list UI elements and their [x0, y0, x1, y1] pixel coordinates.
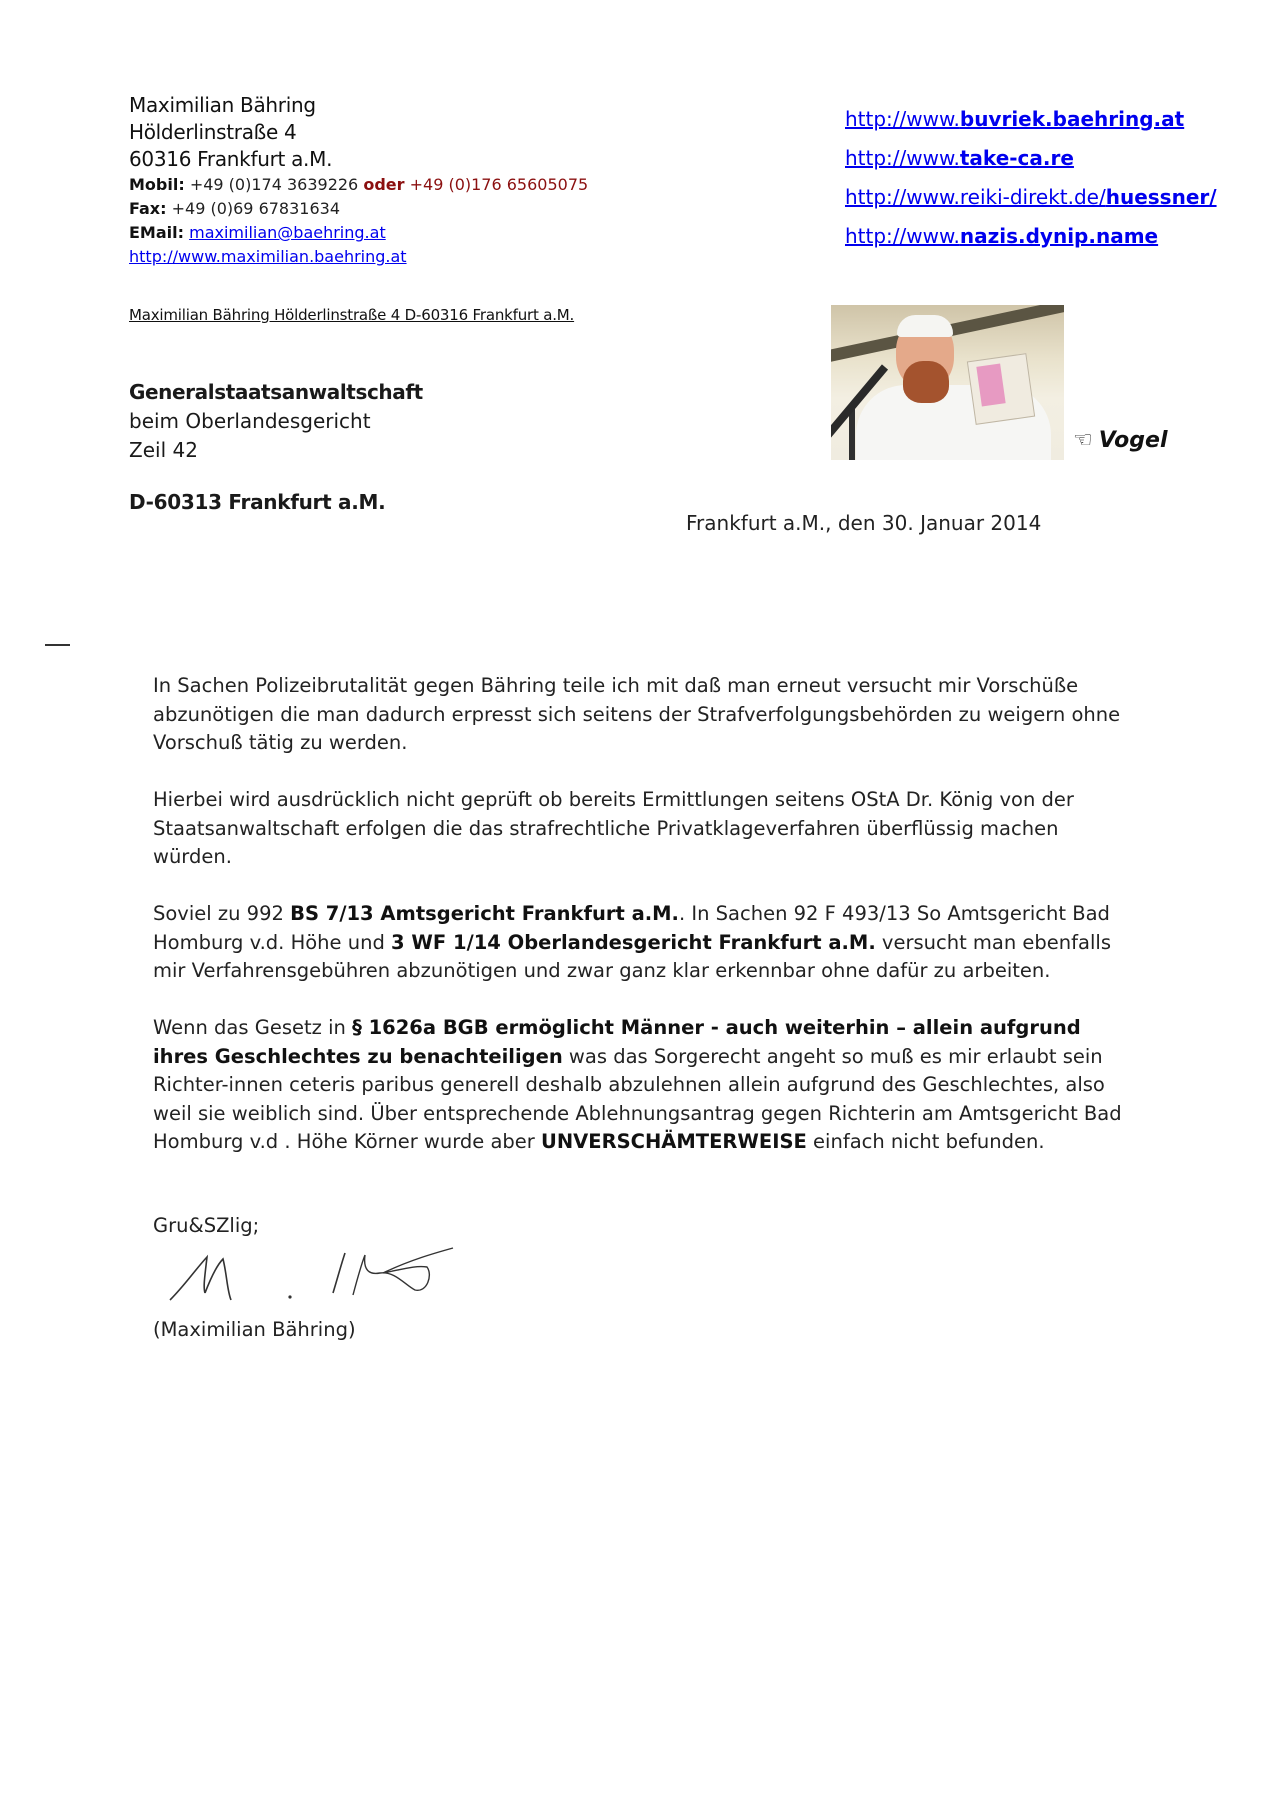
email-label: EMail: — [129, 223, 185, 242]
link-buvriek[interactable] — [845, 100, 1217, 139]
sender-city: 60316 Frankfurt a.M. — [129, 147, 333, 171]
mobile-label: Mobil: — [129, 175, 185, 194]
case-reference-bold: 3 WF 1/14 Oberlandesgericht Frankfurt a.M. — [391, 930, 876, 954]
photo-caption — [1073, 428, 1167, 453]
link-list — [845, 100, 1217, 256]
signature-name: (Maximilian Bähring) — [153, 1318, 356, 1341]
sender-email — [129, 221, 588, 245]
letter-body — [153, 672, 1133, 1185]
sender-block — [129, 92, 588, 269]
link-prefix: http://www. — [845, 146, 960, 170]
link-prefix: http://www. — [845, 107, 960, 131]
text-run: Wenn das Gesetz in — [153, 1016, 353, 1039]
emphasis-bold: UNVERSCHÄMTERWEISE — [541, 1130, 807, 1153]
mobile-number-1: +49 (0)174 3639226 — [189, 175, 359, 194]
letter-date: Frankfurt a.M., den 30. Januar 2014 — [686, 511, 1042, 535]
greeting: Gru&SZlig; — [153, 1214, 260, 1237]
link-nazis-dynip[interactable] — [845, 217, 1217, 256]
speaker-photo — [831, 305, 1064, 460]
link-prefix: http://www. — [845, 224, 960, 248]
photo-beard — [903, 361, 949, 403]
text-run: versucht man ebenfalls mir Verfahrensgebühren abzunötigen und zwar ganz klar erkennbar ohne dafür zu arbeiten. — [153, 930, 1111, 982]
paragraph-4 — [153, 1014, 1133, 1157]
text-run: einfach nicht befunden. — [806, 1130, 1045, 1153]
mobile-number-2: +49 (0)176 65605075 — [409, 175, 589, 194]
recipient-line-2: beim Oberlandesgericht — [129, 409, 371, 433]
law-reference-bold: § 1626a BGB ermöglicht Männer - auch weiterhin – allein aufgrund ihres Geschlechtes zu benachteiligen — [153, 1016, 1081, 1068]
paragraph-3 — [153, 900, 1133, 986]
text-run: Soviel zu 992 — [153, 902, 291, 925]
website-link[interactable]: http://www.maximilian.baehring.at — [129, 247, 407, 266]
sender-name: Maximilian Bähring — [129, 93, 316, 117]
signature-icon — [165, 1245, 455, 1310]
caption-text: Vogel — [1098, 428, 1168, 453]
link-bold: buvriek.baehring.at — [959, 107, 1185, 131]
paragraph-1: In Sachen Polizeibrutalität gegen Bähring teile ich mit daß man erneut versucht mir Vorschüße abzunötigen die man dadurch erpresst sich seitens der Strafverfolgungsbehörden zu weigern ohne Vorschuß tätig zu werden. — [153, 674, 1121, 754]
recipient-line-1: Generalstaatsanwaltschaft — [129, 380, 423, 404]
recipient-block — [129, 378, 423, 517]
sender-street: Hölderlinstraße 4 — [129, 120, 297, 144]
sender-website — [129, 245, 588, 269]
recipient-line-4: D-60313 Frankfurt a.M. — [129, 490, 386, 514]
case-reference-bold: BS 7/13 Amtsgericht Frankfurt a.M. — [290, 902, 679, 925]
email-link[interactable]: maximilian@baehring.at — [189, 223, 386, 242]
fax-label: Fax: — [129, 199, 167, 218]
link-bold: huessner/ — [1105, 185, 1217, 209]
paragraph-2: Hierbei wird ausdrücklich nicht geprüft ob bereits Ermittlungen seitens OStA Dr. König von der Staatsanwaltschaft erfolgen die das strafrechtliche Privatklageverfahren überflüssig machen würden. — [153, 788, 1074, 868]
link-bold: take-ca.re — [959, 146, 1074, 170]
text-run: . In Sachen 92 F 493/13 So Amtsgericht Bad Homburg v.d. Höhe und — [153, 902, 1110, 954]
mobile-or: oder — [363, 175, 405, 194]
link-bold: nazis.dynip.name — [959, 224, 1159, 248]
return-address: Maximilian Bähring Hölderlinstraße 4 D-60316 Frankfurt a.M. — [129, 306, 575, 324]
recipient-line-3: Zeil 42 — [129, 438, 198, 462]
pointing-hand-icon: ☜ — [1073, 428, 1093, 453]
fold-mark — [45, 644, 70, 646]
sender-fax — [129, 197, 588, 221]
photo-cap — [897, 315, 953, 337]
fax-number: +49 (0)69 67831634 — [171, 199, 341, 218]
link-take-care[interactable] — [845, 139, 1217, 178]
text-run: was das Sorgerecht angeht so muß es mir erlaubt sein Richter-innen ceteris paribus generell deshalb abzulehnen allein aufgrund des Geschlechtes, also weil sie weiblich sind. Über entsprechende Ablehnungsantrag gegen Richterin am Amtsgericht Bad Homburg v.d . Höhe Körner wurde aber — [153, 1044, 1122, 1153]
link-prefix: http://www.reiki-direkt.de/ — [845, 185, 1106, 209]
link-reiki-direkt[interactable] — [845, 178, 1217, 217]
sender-mobile — [129, 173, 588, 197]
